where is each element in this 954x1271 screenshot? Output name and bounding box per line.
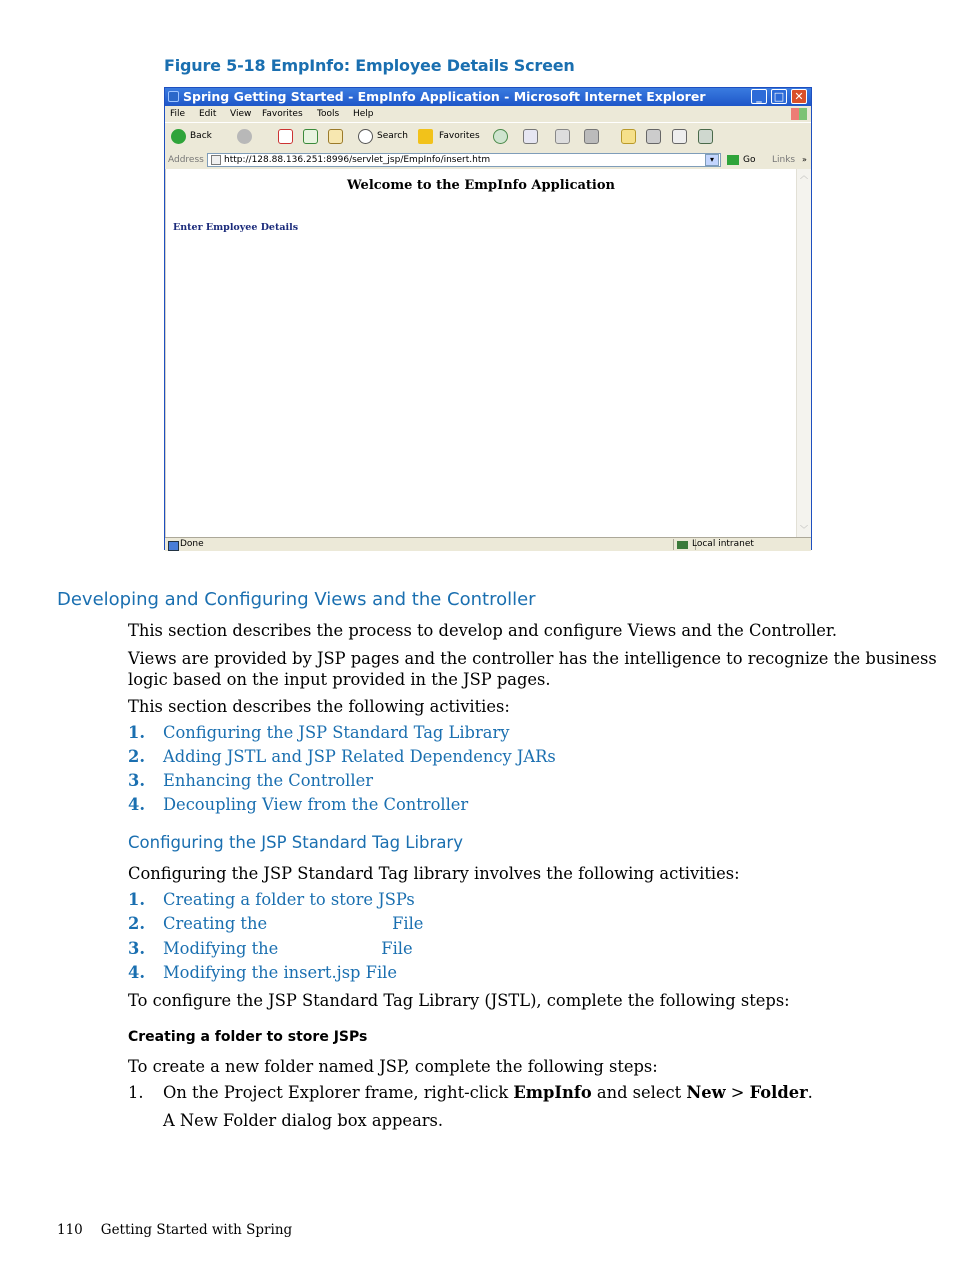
mail-icon[interactable] [523, 129, 538, 144]
address-url: http://128.88.136.251:8996/servlet_jsp/EmpInfo/insert.htm [224, 155, 491, 165]
close-button[interactable]: ✕ [791, 89, 807, 104]
list-item [128, 747, 556, 766]
list-item [128, 963, 397, 982]
procedure-heading: Creating a folder to store JSPs [128, 1029, 368, 1045]
print-icon[interactable] [555, 129, 570, 144]
list-item [128, 914, 423, 933]
refresh-icon[interactable] [303, 129, 318, 144]
menu-help[interactable]: Help [353, 109, 374, 119]
address-bar [165, 151, 811, 169]
address-dropdown-icon[interactable]: ▾ [705, 154, 719, 166]
list-item [128, 795, 468, 814]
windows-logo-icon [791, 108, 807, 120]
list-item [128, 771, 373, 790]
page-footer [57, 1222, 292, 1238]
menu-favorites[interactable]: Favorites [262, 109, 303, 119]
search-button-label[interactable]: Search [377, 131, 408, 141]
list-number: 3. [128, 939, 145, 958]
research-icon[interactable] [646, 129, 661, 144]
list-item [128, 723, 509, 742]
list-number: 2. [128, 747, 145, 766]
list-number: 2. [128, 914, 145, 933]
scroll-down-icon[interactable]: ﹀ [800, 525, 808, 534]
toolbar [165, 122, 811, 152]
procedure-step [128, 1083, 813, 1102]
list-item [128, 939, 413, 958]
activity-link[interactable]: Modifying the insert.jsp File [163, 963, 397, 982]
home-icon[interactable] [328, 129, 343, 144]
go-button[interactable]: Go [743, 155, 756, 165]
section-paragraph-1: This section describes the process to develop and configure Views and the Controller. [128, 621, 838, 640]
menu-edit[interactable]: Edit [199, 109, 217, 119]
activity-link[interactable]: Configuring the JSP Standard Tag Library [163, 723, 510, 742]
address-label: Address [168, 155, 204, 165]
minimize-button[interactable]: _ [751, 89, 767, 104]
step-text: > [725, 1083, 750, 1102]
step-text: and select [591, 1083, 687, 1102]
title-bar [165, 88, 811, 106]
menu-view[interactable]: View [230, 109, 252, 119]
steps-intro: To configure the JSP Standard Tag Library (JSTL), complete the following steps: [128, 991, 790, 1010]
go-arrow-icon[interactable] [727, 155, 739, 165]
page-number: 110 [57, 1222, 83, 1238]
step-bold-new: New [686, 1083, 726, 1102]
status-separator [673, 539, 674, 550]
book-title: Getting Started with Spring [100, 1222, 293, 1238]
done-page-icon [168, 541, 179, 551]
favorites-star-icon[interactable] [418, 129, 433, 144]
activity-link[interactable]: Enhancing the Controller [163, 771, 374, 790]
browser-window-screenshot [164, 87, 812, 550]
status-bar [165, 537, 811, 551]
list-number: 1. [128, 890, 145, 909]
section-paragraph-3: This section describes the following activities: [128, 697, 510, 716]
step-text: . [807, 1083, 813, 1102]
list-number: 3. [128, 771, 145, 790]
activity-link-part[interactable]: File [392, 914, 424, 933]
page-icon [211, 155, 221, 165]
back-button-label[interactable]: Back [190, 131, 212, 141]
page-heading: Welcome to the EmpInfo Application [347, 178, 615, 193]
list-number: 1. [128, 723, 145, 742]
window-title: Spring Getting Started - EmpInfo Application - Microsoft Internet Explorer [183, 89, 706, 104]
activity-link-part[interactable]: Creating the [163, 914, 268, 933]
forward-icon[interactable] [237, 129, 252, 144]
scroll-up-icon[interactable]: ︿ [800, 171, 808, 180]
links-button[interactable]: Links [772, 155, 796, 165]
procedure-intro: To create a new folder named JSP, complete the following steps: [128, 1057, 658, 1076]
enter-details-link[interactable]: Enter Employee Details [173, 222, 299, 233]
folder-icon[interactable] [621, 129, 636, 144]
page-content [166, 169, 796, 537]
intranet-icon [677, 541, 688, 549]
chevron-right-icon[interactable]: » [802, 155, 807, 164]
list-item [128, 890, 415, 909]
maximize-button[interactable]: □ [771, 89, 787, 104]
menu-bar [165, 106, 811, 122]
messenger-icon[interactable] [672, 129, 687, 144]
step-text: On the Project Explorer frame, right-click [163, 1083, 514, 1102]
subsection-heading: Configuring the JSP Standard Tag Library [128, 833, 463, 852]
activity-link[interactable]: Decoupling View from the Controller [163, 795, 469, 814]
menu-tools[interactable]: Tools [317, 109, 340, 119]
activity-link[interactable]: Adding JSTL and JSP Related Dependency JARs [163, 747, 556, 766]
back-icon[interactable] [171, 129, 186, 144]
list-number: 4. [128, 795, 145, 814]
activity-link[interactable]: Creating a folder to store JSPs [163, 890, 415, 909]
tools-icon[interactable] [698, 129, 713, 144]
edit-icon[interactable] [584, 129, 599, 144]
vertical-scrollbar[interactable] [796, 169, 811, 537]
list-number: 4. [128, 963, 145, 982]
favorites-button-label[interactable]: Favorites [439, 131, 480, 141]
section-paragraph-2-line-1: Views are provided by JSP pages and the controller has the intelligence to recognize the business [128, 649, 937, 668]
search-icon[interactable] [358, 129, 373, 144]
address-input[interactable] [207, 153, 721, 167]
history-icon[interactable] [493, 129, 508, 144]
step-bold-folder: Folder [749, 1083, 808, 1102]
menu-file[interactable]: File [170, 109, 186, 119]
step-result: A New Folder dialog box appears. [163, 1111, 444, 1130]
ie-app-icon [168, 91, 179, 102]
section-heading: Developing and Configuring Views and the Controller [57, 589, 536, 610]
zone-text: Local intranet [692, 539, 754, 549]
step-bold-empinfo: EmpInfo [513, 1083, 592, 1102]
section-paragraph-2-line-2: logic based on the input provided in the JSP pages. [128, 670, 551, 689]
activity-link-part[interactable]: Modifying the [163, 939, 279, 958]
subsection-intro: Configuring the JSP Standard Tag library involves the following activities: [128, 864, 740, 883]
step-number: 1. [128, 1083, 144, 1102]
status-text: Done [180, 539, 204, 549]
activity-link-part[interactable]: File [381, 939, 413, 958]
figure-caption: Figure 5-18 EmpInfo: Employee Details Screen [164, 56, 575, 75]
stop-icon[interactable] [278, 129, 293, 144]
